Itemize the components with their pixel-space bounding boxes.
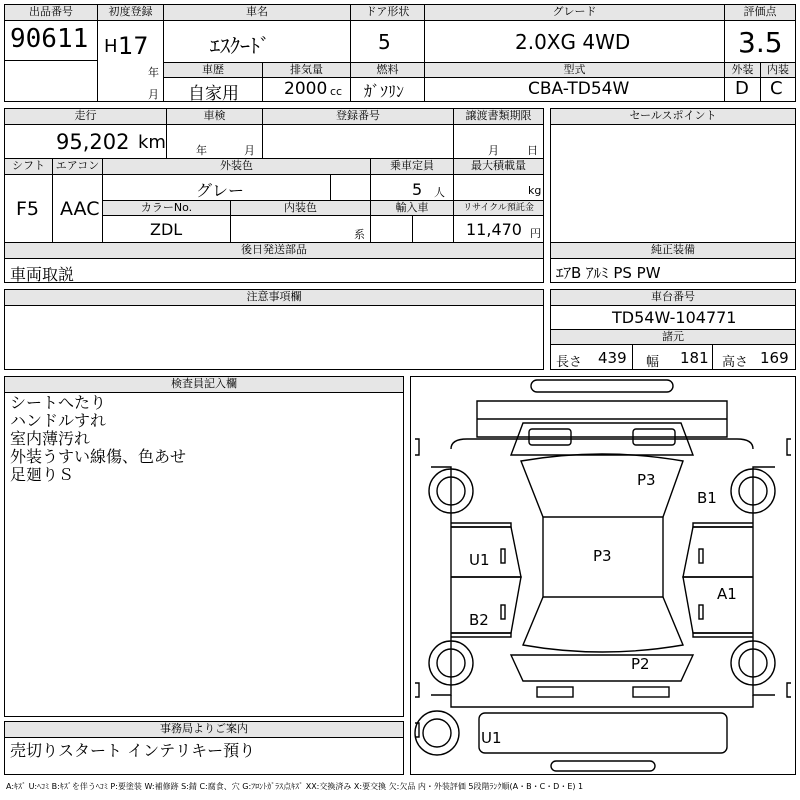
damage-mark-b1: B1 (697, 489, 717, 507)
car-diagram (410, 376, 796, 775)
note-line: シートへたり (10, 393, 107, 412)
displacement: 2000 (284, 79, 328, 99)
office-label: 事務局よりご案内 (5, 722, 403, 738)
note-line: 室内薄汚れ (10, 429, 91, 448)
recycle-unit: 円 (530, 227, 541, 240)
fuel-label: 燃料 (351, 63, 424, 78)
doc-day: 日 (527, 144, 538, 157)
inspector-notes (10, 394, 186, 484)
sales-point-label: セールスポイント (551, 109, 795, 125)
era: H (104, 36, 118, 57)
capacity-unit: 人 (434, 186, 445, 199)
history-label: 車歴 (164, 63, 262, 78)
mileage-unit: km (138, 132, 166, 153)
interior-label: 内装 (761, 63, 795, 78)
caution-label: 注意事項欄 (5, 290, 543, 306)
parts-value: 車両取説 (10, 265, 75, 284)
reg-no-label: 登録番号 (263, 109, 453, 125)
parts-label: 後日発送部品 (5, 243, 543, 259)
shift-label: シフト (5, 159, 52, 175)
height: 169 (760, 349, 789, 367)
note-line: 足廻りＳ (10, 465, 75, 484)
score-label: 評価点 (725, 5, 795, 21)
capacity: 5 (412, 180, 423, 199)
chassis-number: TD54W-104771 (612, 308, 737, 327)
exterior-grade: D (735, 78, 749, 99)
car-outline-svg (411, 377, 795, 774)
interior-grade: C (770, 78, 783, 99)
door-label: ドア形状 (351, 5, 424, 21)
color-no-label: カラーNo. (103, 201, 230, 216)
damage-mark-a1: A1 (717, 585, 737, 603)
month-unit: 月 (148, 88, 159, 101)
car-name: ｴｽｸｰﾄﾞ (210, 34, 270, 58)
insp-year: 年 (196, 144, 207, 157)
int-color-unit: 系 (354, 228, 365, 241)
dims-label: 諸元 (551, 330, 795, 345)
note-line: ハンドルすれ (10, 411, 107, 430)
length-label: 長さ (556, 355, 583, 370)
recycle-label: リサイクル預託金 (454, 201, 543, 216)
color-no: ZDL (150, 220, 183, 239)
ext-color: グレー (196, 181, 245, 200)
office-value: 売切りスタート インテリキー預り (10, 741, 256, 760)
lot-no-label: 出品番号 (5, 5, 97, 21)
import-label: 輸入車 (371, 201, 453, 216)
mileage-label: 走行 (5, 109, 166, 125)
damage-mark-p2: P2 (631, 655, 650, 673)
first-reg-label: 初度登録 (98, 5, 163, 21)
damage-mark-b2: B2 (469, 611, 489, 629)
equipment-value: ｴｱB ｱﾙﾐ PS PW (556, 264, 661, 282)
doc-deadline-label: 譲渡書類期限 (454, 109, 543, 125)
reg-year: 17 (118, 32, 149, 60)
lot-no: 90611 (10, 24, 89, 54)
history: 自家用 (188, 84, 239, 104)
model: CBA-TD54W (528, 79, 630, 99)
damage-legend: A:ｷｽﾞ U:ﾍｺﾐ B:ｷｽﾞを伴うﾍｺﾐ P:要塗装 W:補修跡 S:錆 C:腐食、穴 G:ﾌﾛﾝﾄｶﾞﾗｽ点ｷｽﾞ XX:交換済み X:要交換 欠:欠品 内・外装評価 5段階ﾗﾝｸ順(A・B・C・D・E) 1 (6, 782, 584, 791)
equipment-label: 純正装備 (551, 243, 795, 259)
insp-month: 月 (244, 144, 255, 157)
damage-mark-p3-bonnet: P3 (637, 471, 656, 489)
max-load-label: 最大積載量 (454, 159, 543, 175)
model-label: 型式 (425, 63, 724, 78)
chassis-label: 車台番号 (551, 290, 795, 306)
shift: F5 (16, 198, 40, 220)
displacement-unit: cc (330, 85, 343, 98)
ext-color-label: 外装色 (103, 159, 370, 175)
grade-label: グレード (425, 5, 724, 21)
exterior-label: 外装 (725, 63, 760, 78)
doc-month: 月 (488, 144, 499, 157)
ac: AAC (60, 198, 100, 220)
inspector-label: 検査員記入欄 (5, 377, 403, 393)
score: 3.5 (738, 26, 783, 59)
ac-label: エアコン (53, 159, 102, 175)
fuel: ｶﾞｿﾘﾝ (364, 82, 405, 101)
capacity-label: 乗車定員 (371, 159, 453, 175)
width: 181 (680, 349, 709, 367)
damage-mark-u1-bumper: U1 (481, 729, 502, 747)
car-name-label: 車名 (164, 5, 350, 21)
int-color-label: 内装色 (231, 201, 370, 216)
grade: 2.0XG 4WD (515, 30, 631, 54)
max-load-unit: kg (528, 184, 542, 197)
inspection-label: 車検 (167, 109, 262, 125)
mileage: 95,202 (56, 130, 130, 154)
damage-mark-u1-side: U1 (469, 551, 490, 569)
length: 439 (598, 349, 627, 367)
height-label: 高さ (722, 355, 749, 370)
width-label: 幅 (646, 355, 660, 370)
note-line: 外装うすい線傷、色あせ (10, 447, 187, 466)
year-unit: 年 (148, 66, 159, 79)
doors: 5 (378, 30, 391, 54)
damage-mark-p3-roof: P3 (593, 547, 612, 565)
recycle-fee: 11,470 (466, 220, 522, 239)
displacement-label: 排気量 (263, 63, 350, 78)
